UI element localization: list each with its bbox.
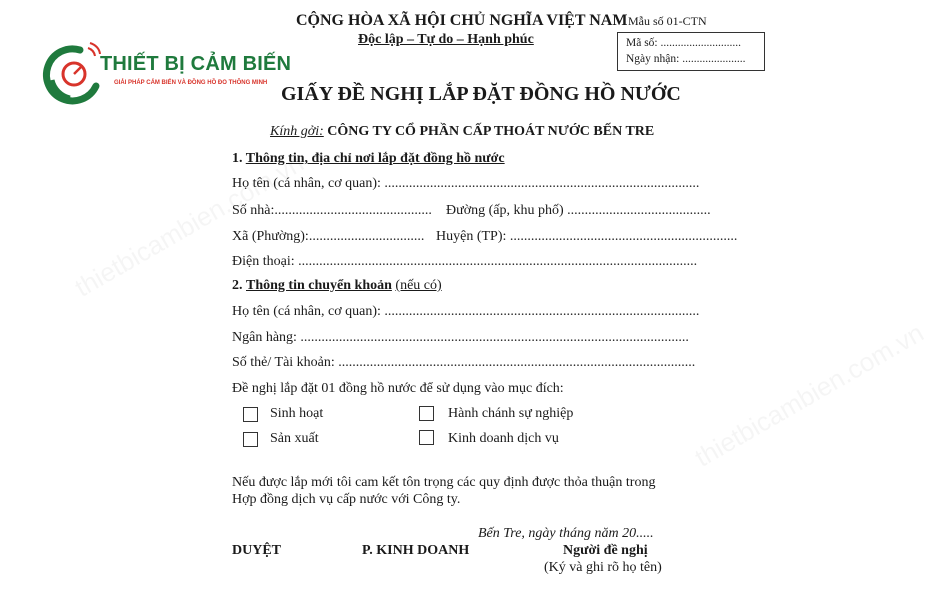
checkbox-administrative[interactable] (419, 406, 434, 421)
option-business: Kinh doanh dịch vụ (448, 431, 559, 446)
section2-title: Thông tin chuyển khoản (246, 278, 392, 293)
house-number-field[interactable]: Số nhà:............................................. (232, 203, 432, 218)
account-field[interactable]: Số thẻ/ Tài khoản: ...................................................................................................... (232, 355, 696, 370)
purpose-intro: Đề nghị lắp đặt 01 đồng hồ nước để sử dụng vào mục đích: (232, 381, 564, 396)
district-field[interactable]: Huyện (TP): ................................................................. (436, 229, 738, 244)
phone-field[interactable]: Điện thoại: .................................................................................................................. (232, 254, 698, 269)
commitment-line-1: Nếu được lắp mới tôi cam kết tôn trọng các quy định được thỏa thuận trong (232, 475, 656, 490)
business-dept-label: P. KINH DOANH (362, 543, 470, 558)
section2-heading (232, 278, 442, 294)
brand-name: THIẾT BỊ CẢM BIẾN (100, 53, 292, 75)
commitment-line-2: Hợp đồng dịch vụ cấp nước với Công ty. (232, 492, 461, 507)
section1-number: 1. (232, 151, 243, 166)
requester-label: Người đề nghị (563, 543, 648, 558)
option-household: Sinh hoạt (270, 406, 324, 421)
motto: Độc lập – Tự do – Hạnh phúc (358, 32, 534, 47)
receipt-box (617, 32, 765, 71)
section2-note: (nếu có) (395, 278, 442, 293)
section1-title: Thông tin, địa chỉ nơi lắp đặt đồng hồ nước (245, 151, 505, 166)
bank-field[interactable]: Ngân hàng: ............................................................................................................... (232, 330, 689, 345)
street-field[interactable]: Đường (ấp, khu phố) ......................................... (446, 203, 711, 218)
recipient-label: Kính gởi: (270, 124, 324, 139)
requester-note: (Ký và ghi rõ họ tên) (544, 560, 662, 575)
recipient-name: CÔNG TY CỔ PHẦN CẤP THOÁT NƯỚC BẾN TRE (327, 124, 655, 139)
received-date-line: Ngày nhận: ...................... (626, 53, 746, 65)
option-production: Sản xuất (270, 431, 319, 446)
place-date: Bến Tre, ngày tháng năm 20..... (478, 526, 654, 541)
form-code: Mẫu số 01-CTN (628, 14, 707, 28)
checkbox-household[interactable] (243, 407, 258, 422)
recipient-line (270, 124, 654, 140)
install-name-field[interactable]: Họ tên (cá nhân, cơ quan): .......................................................................................... (232, 176, 700, 191)
section2-number: 2. (232, 278, 243, 293)
brand-tagline: GIẢI PHÁP CẢM BIẾN VÀ ĐỒNG HỒ ĐO THÔNG MINH (114, 80, 268, 86)
section1-heading (232, 151, 505, 167)
nation-heading: CỘNG HÒA XÃ HỘI CHỦ NGHĨA VIỆT NAM (296, 12, 628, 29)
ward-field[interactable]: Xã (Phường):................................. (232, 229, 425, 244)
checkbox-production[interactable] (243, 432, 258, 447)
approve-label: DUYỆT (232, 543, 282, 558)
code-line: Mã số: ............................ (626, 37, 741, 49)
document-title: GIẤY ĐỀ NGHỊ LẮP ĐẶT ĐỒNG HỒ NƯỚC (281, 83, 681, 105)
transfer-name-field[interactable]: Họ tên (cá nhân, cơ quan): .......................................................................................... (232, 304, 700, 319)
option-administrative: Hành chánh sự nghiệp (448, 406, 574, 421)
watermark (690, 317, 930, 473)
checkbox-business[interactable] (419, 430, 434, 445)
